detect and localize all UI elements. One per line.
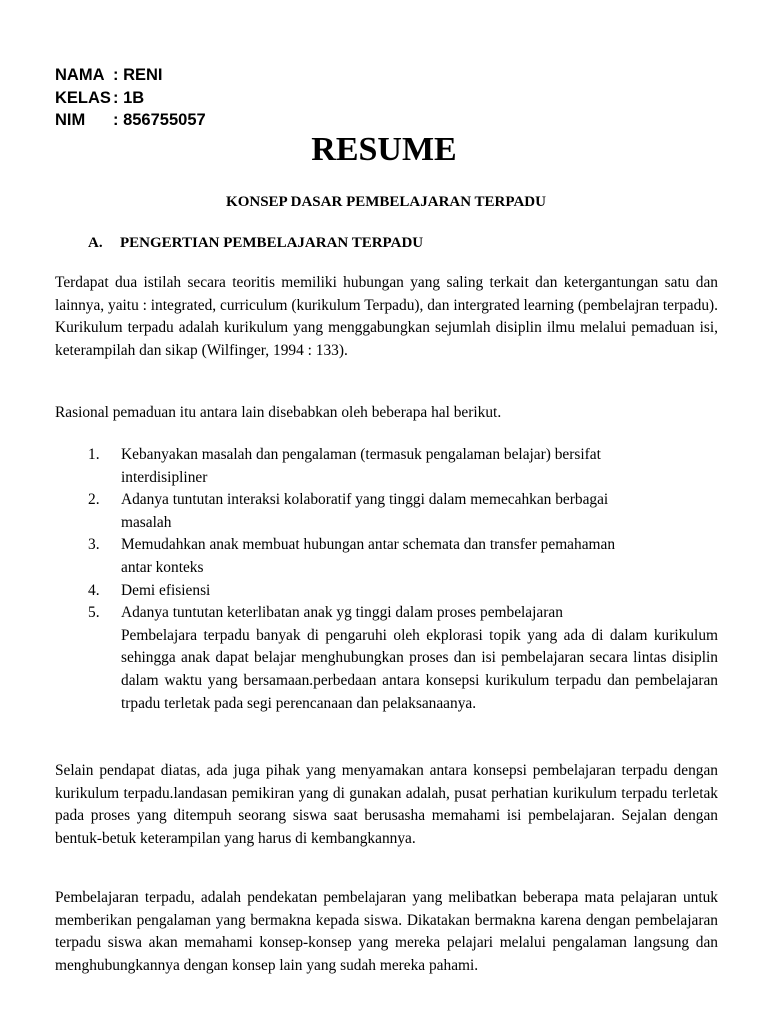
list-item <box>88 602 718 715</box>
list-text-line1: Adanya tuntutan interaksi kolaboratif yang tinggi dalam memecahkan berbagai <box>121 491 609 509</box>
reasons-list <box>88 444 718 715</box>
list-text-line2: antar konteks <box>121 558 204 576</box>
paragraph-4: Pembelajaran terpadu, adalah pendekatan pembelajaran yang melibatkan beberapa mata pelajaran untuk memberikan pengalaman yang bermakna kepada siswa. Dikatakan bermakna karena dengan pembelajaran terpadu siswa akan memahami konsep-konsep yang mereka pelajari melalui pengalaman langsung dan menghubungkannya dengan konsep lain yang sudah mereka pahami. <box>55 889 718 974</box>
section-letter: A. <box>88 235 103 251</box>
list-item <box>88 580 718 603</box>
list-text-line1: Adanya tuntutan keterlibatan anak yg tinggi dalam proses pembelajaran <box>121 604 563 622</box>
list-item <box>88 444 718 489</box>
document-subtitle: KONSEP DASAR PEMBELAJARAN TERPADU <box>226 194 546 210</box>
student-info <box>55 64 206 132</box>
list-item <box>88 534 718 579</box>
class-row <box>55 87 206 110</box>
document-title: RESUME <box>311 131 457 168</box>
class-label: KELAS <box>55 88 111 107</box>
name-row <box>55 64 206 87</box>
nim-value: : 856755057 <box>113 111 206 129</box>
list-text-line1: Memudahkan anak membuat hubungan antar schemata dan transfer pemahaman <box>121 536 616 554</box>
name-value: : RENI <box>113 66 163 84</box>
paragraph-3: Selain pendapat diatas, ada juga pihak yang menyamakan antara konsepsi pembelajaran terpadu dengan kurikulum terpadu.landasan pemikiran yang di gunakan adalah, pusat perhatian kurikulum terpadu terletak pada proses yang ditempuh seorang siswa saat berusasha memahami isi pembelajaran. Sejalan dengan bentuk-betuk keterampilan yang harus di kembangkannya. <box>55 762 718 847</box>
list-text-line1: Kebanyakan masalah dan pengalaman (termasuk pengalaman belajar) bersifat <box>121 446 601 463</box>
name-label: NAMA <box>55 66 105 84</box>
list-number: 5. <box>88 604 100 622</box>
list-text-line2: interdisipliner <box>121 468 208 486</box>
paragraph-2: Rasional pemaduan itu antara lain disebabkan oleh beberapa hal berikut. <box>55 404 502 421</box>
section-title: PENGERTIAN PEMBELAJARAN TERPADU <box>120 235 424 251</box>
list-number: 4. <box>88 581 100 599</box>
list-followup-paragraph: Pembelajara terpadu banyak di pengaruhi oleh ekplorasi topik yang ada di dalam kurikulum sehingga anak dapat belajar menghubungkan proses dan isi pembelajaran secara lintas disiplin dalam waktu yang bersamaan.perbedaan antara konsepsi kurikulum terpadu dan pembelajaran trpadu terletak pada segi perencanaan dan pelaksanaanya. <box>121 626 718 712</box>
section-heading <box>88 233 423 253</box>
list-number: 2. <box>88 491 100 509</box>
list-number: 1. <box>88 446 100 463</box>
list-text-line1: Demi efisiensi <box>121 581 211 599</box>
list-number: 3. <box>88 536 100 554</box>
list-text-line2: masalah <box>121 513 172 531</box>
paragraph-1: Terdapat dua istilah secara teoritis memiliki hubungan yang saling terkait dan ketergantungan satu dan lainnya, yaitu : integrated, curriculum (kurikulum Terpadu), dan intergrated learning (pembelajran terpadu). Kurikulum terpadu adalah kurikulum yang menggabungkan sejumlah disiplin ilmu melalui pemaduan isi, keterampilah dan sikap (Wilfinger, 1994 : 133). <box>55 274 718 359</box>
nim-label: NIM <box>55 111 86 129</box>
list-item <box>88 489 718 534</box>
class-value: : 1B <box>113 88 145 107</box>
